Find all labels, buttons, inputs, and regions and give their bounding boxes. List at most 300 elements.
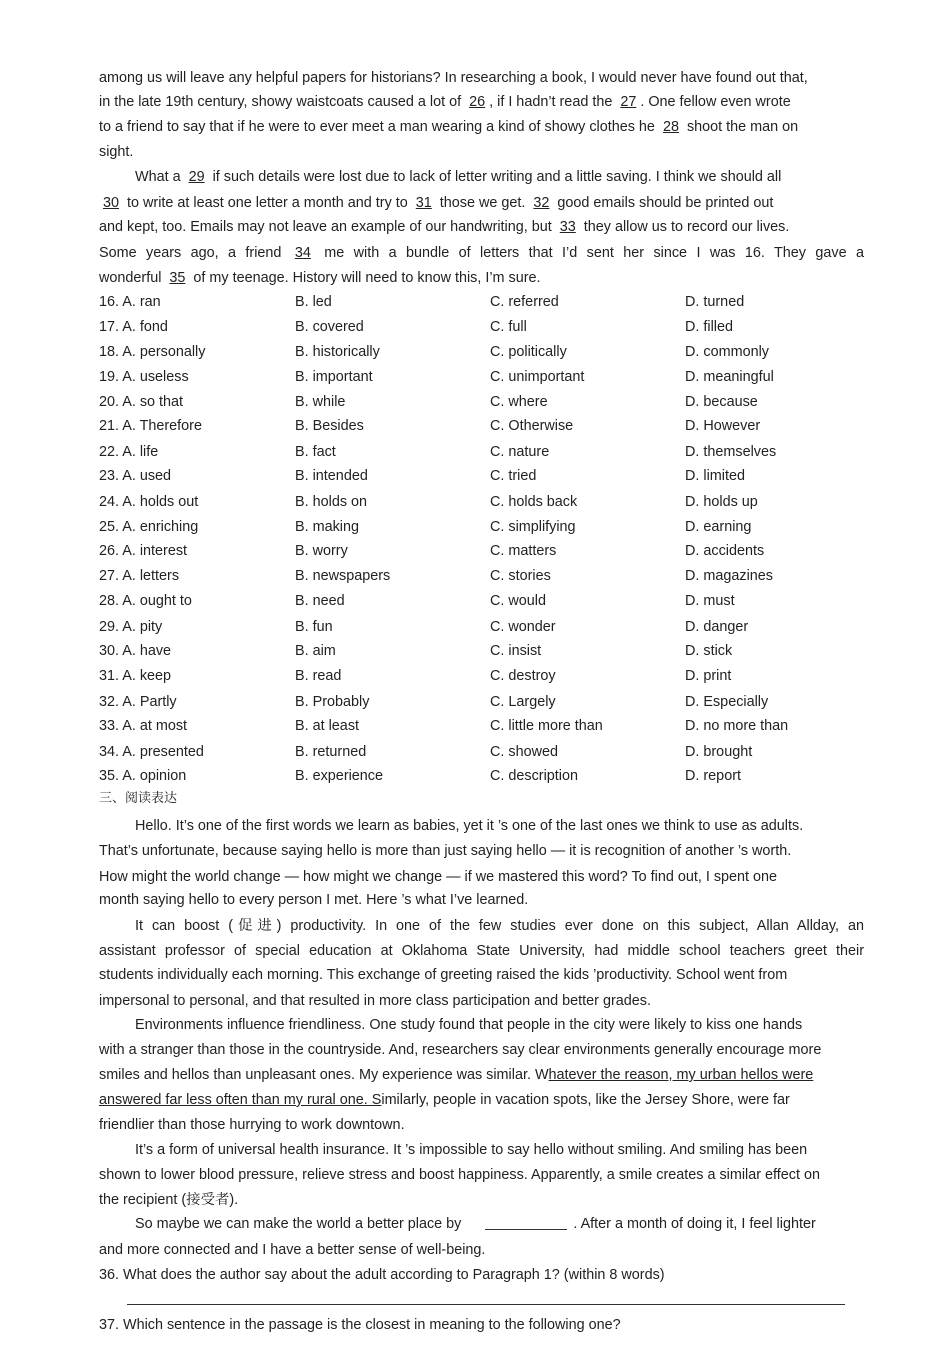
reading-line: It’s a form of universal health insurance. It ’s impossible to say hello without smiling. And smiling has been (135, 1142, 808, 1158)
question-number: 20. (99, 394, 120, 410)
option-text: need (312, 593, 345, 609)
option-b[interactable] (295, 692, 369, 712)
option-text: so that (139, 394, 184, 410)
option-letter: A. (122, 319, 140, 335)
option-a[interactable] (99, 591, 192, 611)
answer-line-36[interactable] (127, 1304, 845, 1305)
option-c[interactable] (490, 591, 546, 611)
option-letter: C. (490, 369, 509, 385)
question-number: 21. (99, 418, 120, 434)
option-letter: B. (295, 444, 313, 460)
option-text: simplifying (508, 519, 576, 535)
option-text: ran (139, 294, 161, 310)
option-letter: A. (122, 543, 140, 559)
question-number: 31. (99, 668, 120, 684)
option-c[interactable] (490, 442, 549, 462)
option-text: experience (312, 768, 384, 784)
answer-blank[interactable] (485, 1215, 567, 1230)
option-c[interactable] (490, 692, 556, 712)
option-b[interactable] (295, 367, 373, 387)
option-b[interactable] (295, 666, 341, 686)
option-letter: C. (490, 593, 509, 609)
option-b[interactable] (295, 416, 364, 436)
option-b[interactable] (295, 517, 359, 537)
option-text: stick (703, 643, 733, 659)
option-letter: C. (490, 768, 509, 784)
option-b[interactable] (295, 292, 332, 312)
option-letter: A. (122, 744, 140, 760)
option-a[interactable] (99, 716, 187, 736)
reading-line (99, 1090, 864, 1110)
option-letter: D. (685, 344, 704, 360)
option-text: matters (508, 543, 557, 559)
reading-line: students individually each morning. This exchange of greeting raised the kids ’productivity. School went from (99, 967, 788, 983)
cloze-line (99, 142, 864, 162)
question-number: 26. (99, 543, 120, 559)
option-a[interactable] (99, 292, 161, 312)
reading-line: Environments influence friendliness. One study found that people in the city were likely to kiss one hands (135, 1017, 803, 1033)
cloze-blank-29[interactable]: 29 (188, 169, 205, 185)
cloze-line (99, 117, 864, 137)
option-letter: D. (685, 768, 704, 784)
option-letter: A. (122, 568, 140, 584)
option-text: holds back (508, 494, 578, 510)
option-d[interactable] (685, 716, 788, 736)
cloze-text: those we get. (435, 195, 530, 211)
option-letter: B. (295, 694, 313, 710)
option-text: danger (703, 619, 749, 635)
reading-line: with a stranger than those in the countryside. And, researchers say clear environments generally encourage more (99, 1042, 822, 1058)
question-number: 18. (99, 344, 120, 360)
option-letter: D. (685, 444, 704, 460)
option-c[interactable] (490, 617, 556, 637)
option-text: Especially (703, 694, 769, 710)
cloze-text: in the late 19th century, showy waistcoats caused a lot of (99, 94, 466, 110)
option-letter: D. (685, 619, 704, 635)
option-d[interactable] (685, 416, 760, 436)
option-letter: B. (295, 593, 313, 609)
option-c[interactable] (490, 466, 536, 486)
cloze-text: . One fellow even wrote (640, 94, 791, 110)
option-a[interactable] (99, 566, 179, 586)
cloze-blank-28[interactable]: 28 (662, 119, 679, 135)
option-text: holds on (312, 494, 368, 510)
option-d[interactable] (685, 541, 764, 561)
option-text: led (312, 294, 332, 310)
option-letter: A. (122, 694, 140, 710)
option-text: because (703, 394, 758, 410)
option-a[interactable] (99, 766, 186, 786)
option-letter: C. (490, 643, 509, 659)
question-number: 27. (99, 568, 120, 584)
option-b[interactable] (295, 766, 383, 786)
option-letter: D. (685, 494, 704, 510)
option-b[interactable] (295, 317, 364, 337)
option-text: Partly (139, 694, 177, 710)
option-b[interactable] (295, 742, 366, 762)
question-number: 29. (99, 619, 120, 635)
option-text: must (703, 593, 735, 609)
option-text: report (703, 768, 741, 784)
option-letter: C. (490, 394, 509, 410)
option-text: limited (703, 468, 745, 484)
option-letter: C. (490, 468, 509, 484)
option-text: referred (508, 294, 559, 310)
option-d[interactable] (685, 666, 731, 686)
option-a[interactable] (99, 617, 162, 637)
option-text: ought to (139, 593, 192, 609)
option-letter: C. (490, 294, 509, 310)
option-c[interactable] (490, 566, 551, 586)
cloze-blank-32[interactable]: 32 (533, 195, 550, 211)
option-text: tried (508, 468, 537, 484)
reading-line: It can boost (促进) productivity. In one of the few studies ever done on this subject, Allan Allday, an (135, 918, 864, 934)
option-letter: C. (490, 543, 509, 559)
option-text: keep (139, 668, 172, 684)
option-a[interactable] (99, 466, 171, 486)
option-a[interactable] (99, 692, 177, 712)
option-text: would (508, 593, 546, 609)
option-letter: D. (685, 718, 704, 734)
option-letter: C. (490, 344, 509, 360)
option-b[interactable] (295, 492, 367, 512)
option-text: covered (312, 319, 364, 335)
option-text: letters (139, 568, 180, 584)
option-d[interactable] (685, 742, 752, 762)
option-letter: A. (122, 369, 140, 385)
option-text: making (312, 519, 359, 535)
option-letter: C. (490, 418, 509, 434)
option-d[interactable] (685, 591, 735, 611)
cloze-blank-33[interactable]: 33 (559, 219, 576, 235)
option-c[interactable] (490, 517, 576, 537)
option-letter: C. (490, 718, 509, 734)
option-c[interactable] (490, 492, 577, 512)
option-letter: C. (490, 694, 509, 710)
option-c[interactable] (490, 317, 527, 337)
cloze-line (135, 167, 864, 187)
option-a[interactable] (99, 541, 187, 561)
option-text: personally (139, 344, 206, 360)
option-d[interactable] (685, 367, 774, 387)
option-letter: B. (295, 643, 313, 659)
option-d[interactable] (685, 442, 776, 462)
option-d[interactable] (685, 641, 732, 661)
option-letter: B. (295, 319, 313, 335)
cloze-text: among us will leave any helpful papers for historians? In researching a book, I would never have found out that, (99, 70, 808, 86)
reading-line: assistant professor of special education at Oklahoma State University, had middle school teachers greet their (99, 943, 864, 959)
question-number: 34. (99, 744, 120, 760)
option-text: where (508, 394, 548, 410)
option-text: nature (508, 444, 550, 460)
option-letter: D. (685, 519, 704, 535)
cloze-line (99, 268, 864, 288)
option-letter: D. (685, 418, 704, 434)
option-letter: A. (122, 494, 140, 510)
option-letter: D. (685, 543, 704, 559)
option-c[interactable] (490, 766, 578, 786)
option-text: brought (703, 744, 753, 760)
option-text: opinion (139, 768, 187, 784)
cloze-blank-26[interactable]: 26 (469, 94, 486, 110)
option-text: no more than (703, 718, 789, 734)
option-text: at most (139, 718, 188, 734)
option-text: meaningful (703, 369, 774, 385)
option-letter: C. (490, 619, 509, 635)
option-letter: A. (122, 294, 140, 310)
option-d[interactable] (685, 766, 741, 786)
option-text: fun (312, 619, 333, 635)
option-letter: D. (685, 643, 704, 659)
option-a[interactable] (99, 492, 198, 512)
option-letter: A. (122, 468, 140, 484)
option-b[interactable] (295, 466, 368, 486)
option-letter: A. (122, 768, 140, 784)
reading-line: and more connected and I have a better sense of well-being. (99, 1242, 486, 1258)
option-text: magazines (703, 568, 773, 584)
option-text: pity (139, 619, 163, 635)
option-b[interactable] (295, 442, 336, 462)
reading-line: That’s unfortunate, because saying hello is more than just saying hello — it is recognition of another ’s worth. (99, 843, 792, 859)
option-d[interactable] (685, 692, 768, 712)
cloze-blank-34[interactable]: 34 (294, 245, 311, 261)
reading-line: friendlier than those hurrying to work downtown. (99, 1117, 405, 1133)
option-letter: D. (685, 369, 704, 385)
option-letter: A. (122, 519, 140, 535)
reading-line: impersonal to personal, and that resulted in more class participation and better grades. (99, 993, 651, 1009)
option-text: worry (312, 543, 348, 559)
option-a[interactable] (99, 416, 202, 436)
option-d[interactable] (685, 292, 744, 312)
option-text: destroy (508, 668, 556, 684)
option-a[interactable] (99, 742, 204, 762)
option-letter: B. (295, 394, 313, 410)
question-number: 23. (99, 468, 120, 484)
option-text: holds out (139, 494, 199, 510)
option-c[interactable] (490, 416, 573, 436)
option-d[interactable] (685, 617, 748, 637)
option-letter: A. (122, 593, 140, 609)
option-text: stories (508, 568, 551, 584)
option-letter: C. (490, 494, 509, 510)
reading-line (135, 1214, 864, 1234)
reading-line: shown to lower blood pressure, relieve stress and boost happiness. Apparently, a smile creates a similar effect on (99, 1167, 820, 1183)
cloze-line (99, 68, 864, 88)
option-text: interest (139, 543, 188, 559)
option-a[interactable] (99, 442, 158, 462)
reading-text: smiles and hellos than unpleasant ones. My experience was similar. W (99, 1067, 549, 1083)
option-text: returned (312, 744, 367, 760)
option-text: intended (312, 468, 368, 484)
option-text: politically (508, 344, 567, 360)
option-text: life (139, 444, 159, 460)
option-b[interactable] (295, 342, 380, 362)
question-number: 32. (99, 694, 120, 710)
option-letter: B. (295, 744, 313, 760)
option-text: turned (703, 294, 745, 310)
option-letter: B. (295, 619, 313, 635)
option-a[interactable] (99, 641, 171, 661)
option-text: fact (312, 444, 336, 460)
option-letter: A. (122, 619, 140, 635)
option-a[interactable] (99, 666, 171, 686)
option-text: Probably (312, 694, 370, 710)
reading-text: So maybe we can make the world a better place by (135, 1216, 462, 1232)
option-letter: B. (295, 718, 313, 734)
cloze-text: wonderful (99, 270, 166, 286)
cloze-text: shoot the man on (682, 119, 799, 135)
option-text: insist (508, 643, 542, 659)
option-a[interactable] (99, 517, 198, 537)
option-letter: C. (490, 319, 509, 335)
option-c[interactable] (490, 392, 548, 412)
option-letter: B. (295, 768, 313, 784)
option-text: wonder (508, 619, 556, 635)
cloze-blank-31[interactable]: 31 (415, 195, 432, 211)
option-b[interactable] (295, 566, 390, 586)
option-b[interactable] (295, 392, 345, 412)
cloze-text: to write at least one letter a month and try to (123, 195, 412, 211)
underlined-sentence: hatever the reason, my urban hellos were (548, 1067, 814, 1083)
option-letter: D. (685, 744, 704, 760)
option-text: themselves (703, 444, 777, 460)
option-c[interactable] (490, 742, 558, 762)
cloze-text: , if I hadn’t read the (489, 94, 617, 110)
question-number: 16. (99, 294, 120, 310)
option-letter: A. (122, 718, 140, 734)
option-d[interactable] (685, 342, 769, 362)
option-text: used (139, 468, 172, 484)
option-letter: A. (122, 418, 140, 434)
option-text: earning (703, 519, 752, 535)
option-b[interactable] (295, 641, 336, 661)
option-c[interactable] (490, 367, 584, 387)
option-text: accidents (703, 543, 765, 559)
option-text: description (508, 768, 578, 784)
option-a[interactable] (99, 317, 168, 337)
option-letter: B. (295, 494, 313, 510)
option-letter: B. (295, 519, 313, 535)
cloze-blank-30[interactable]: 30 (103, 195, 120, 211)
option-c[interactable] (490, 342, 567, 362)
question-number: 17. (99, 319, 120, 335)
option-letter: C. (490, 519, 509, 535)
option-b[interactable] (295, 541, 348, 561)
option-b[interactable] (295, 716, 359, 736)
cloze-text: me with a bundle of letters that I’d sent her since I was 16. They gave a (314, 245, 864, 261)
option-text: aim (312, 643, 336, 659)
option-b[interactable] (295, 591, 345, 611)
cloze-text: to a friend to say that if he were to ever meet a man wearing a kind of showy clothes he (99, 119, 659, 135)
option-c[interactable] (490, 716, 603, 736)
question-number: 33. (99, 718, 120, 734)
reading-line (99, 1065, 864, 1085)
cloze-text: sight. (99, 144, 134, 160)
question-37: 37. Which sentence in the passage is the closest in meaning to the following one? (99, 1317, 621, 1333)
option-text: little more than (508, 718, 603, 734)
option-text: unimportant (508, 369, 585, 385)
option-letter: C. (490, 668, 509, 684)
cloze-text: they allow us to record our lives. (579, 219, 790, 235)
cloze-text: and kept, too. Emails may not leave an example of our handwriting, but (99, 219, 556, 235)
option-letter: D. (685, 593, 704, 609)
option-d[interactable] (685, 492, 758, 512)
reading-line: month saying hello to every person I met. Here ’s what I’ve learned. (99, 892, 529, 908)
option-letter: C. (490, 444, 509, 460)
option-a[interactable] (99, 392, 183, 412)
question-number: 28. (99, 593, 120, 609)
option-text: historically (312, 344, 380, 360)
option-text: Therefore (139, 418, 202, 434)
option-letter: B. (295, 294, 313, 310)
cloze-blank-27[interactable]: 27 (620, 94, 637, 110)
option-c[interactable] (490, 641, 541, 661)
option-letter: A. (122, 394, 140, 410)
option-d[interactable] (685, 317, 733, 337)
cloze-text: if such details were lost due to lack of letter writing and a little saving. I think we should all (208, 169, 782, 185)
option-letter: B. (295, 468, 313, 484)
option-text: enriching (139, 519, 199, 535)
option-d[interactable] (685, 466, 745, 486)
option-letter: B. (295, 543, 313, 559)
option-c[interactable] (490, 292, 559, 312)
question-number: 25. (99, 519, 120, 535)
question-36: 36. What does the author say about the adult according to Paragraph 1? (within 8 words) (99, 1267, 665, 1283)
option-text: have (139, 643, 172, 659)
cloze-line (99, 193, 864, 213)
option-text: filled (703, 319, 733, 335)
option-letter: A. (122, 344, 140, 360)
option-text: commonly (703, 344, 769, 360)
option-letter: C. (490, 744, 509, 760)
option-text: showed (508, 744, 558, 760)
option-letter: D. (685, 668, 704, 684)
section-title: 三、阅读表达 (99, 791, 178, 806)
option-letter: B. (295, 369, 313, 385)
option-text: presented (139, 744, 204, 760)
option-d[interactable] (685, 566, 773, 586)
option-letter: B. (295, 418, 313, 434)
option-d[interactable] (685, 392, 758, 412)
reading-line: How might the world change — how might we change — if we mastered this word? To find out, I spent one (99, 869, 778, 885)
option-d[interactable] (685, 517, 751, 537)
reading-text: imilarly, people in vacation spots, like the Jersey Shore, were far (381, 1092, 790, 1108)
option-text: print (703, 668, 732, 684)
cloze-line (99, 92, 864, 112)
cloze-text: Some years ago, a friend (99, 245, 291, 261)
cloze-line (99, 243, 864, 263)
cloze-text: good emails should be printed out (553, 195, 774, 211)
option-text: at least (312, 718, 360, 734)
question-number: 35. (99, 768, 120, 784)
option-letter: B. (295, 344, 313, 360)
option-letter: D. (685, 468, 704, 484)
question-number: 19. (99, 369, 120, 385)
option-a[interactable] (99, 342, 205, 362)
option-text: However (703, 418, 761, 434)
option-c[interactable] (490, 541, 556, 561)
option-text: Otherwise (508, 418, 574, 434)
option-letter: D. (685, 294, 704, 310)
cloze-blank-35[interactable]: 35 (169, 270, 186, 286)
option-b[interactable] (295, 617, 333, 637)
underlined-sentence: answered far less often than my rural one. S (99, 1092, 382, 1108)
option-c[interactable] (490, 666, 556, 686)
option-text: newspapers (312, 568, 391, 584)
option-text: useless (139, 369, 189, 385)
option-a[interactable] (99, 367, 189, 387)
option-text: fond (139, 319, 168, 335)
